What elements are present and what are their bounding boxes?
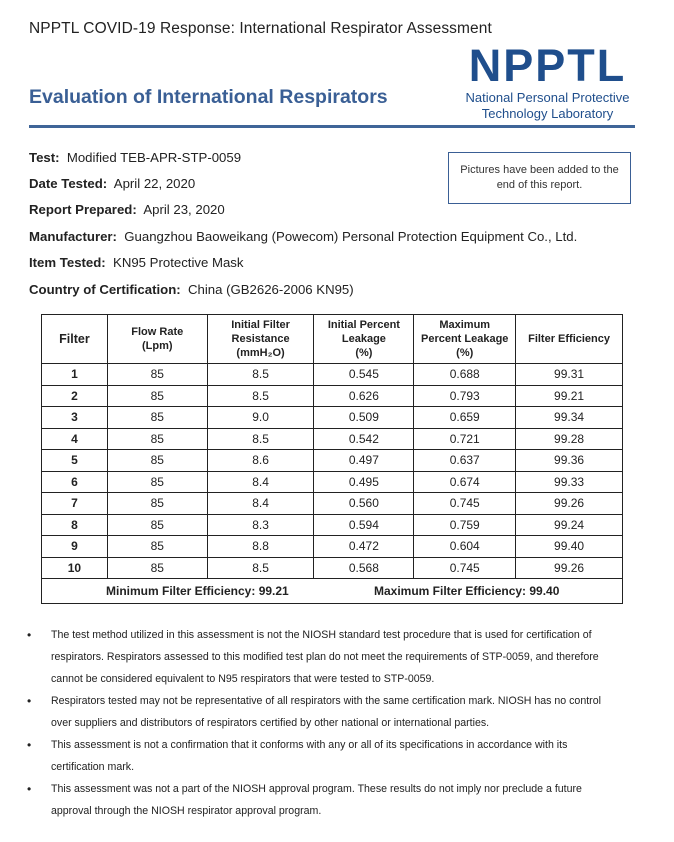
meta-item-value: KN95 Protective Mask [113, 255, 244, 270]
cell-flow-rate: 85 [107, 493, 207, 515]
logo-line-2: Technology Laboratory [481, 106, 614, 121]
table-row [42, 536, 623, 558]
col-max-leakage-l1: Maximum [439, 319, 491, 331]
max-filter-efficiency: Maximum Filter Efficiency: 99.40 [374, 584, 560, 598]
col-initial-leakage [314, 315, 414, 364]
results-table [41, 314, 623, 604]
cell-resistance: 8.6 [207, 450, 314, 472]
cell-max-leakage: 0.637 [414, 450, 516, 472]
table-row [42, 557, 623, 579]
cell-efficiency: 99.33 [516, 471, 623, 493]
cell-efficiency: 99.26 [516, 557, 623, 579]
col-resistance-l3: (mmH₂O) [236, 347, 285, 359]
disclaimer-line: over suppliers and distributors of respirators certified by other national or international parties. [51, 717, 490, 729]
bullet-icon: • [27, 694, 32, 708]
cell-max-leakage: 0.759 [414, 514, 516, 536]
col-resistance-l1: Initial Filter [231, 319, 290, 331]
meta-date-tested [29, 176, 195, 191]
pictures-note-box [448, 152, 631, 204]
col-max-leakage-l3: (%) [456, 347, 474, 359]
cell-flow-rate: 85 [107, 364, 207, 386]
table-row [42, 385, 623, 407]
program-title: NPPTL COVID-19 Response: International Respirator Assessment [29, 20, 492, 37]
cell-flow-rate: 85 [107, 514, 207, 536]
cell-filter: 1 [42, 364, 108, 386]
cell-efficiency: 99.31 [516, 364, 623, 386]
cell-filter: 2 [42, 385, 108, 407]
bullet-icon: • [27, 628, 32, 642]
cell-filter: 10 [42, 557, 108, 579]
meta-report-prepared [29, 202, 225, 217]
col-flow-rate-l2: (Lpm) [141, 340, 173, 352]
logo-mark: NPPTL [468, 40, 627, 91]
meta-manufacturer [29, 229, 577, 244]
cell-efficiency: 99.36 [516, 450, 623, 472]
col-resistance-l2: Resistance [231, 333, 290, 345]
cell-flow-rate: 85 [107, 450, 207, 472]
summary-cell [42, 579, 623, 604]
disclaimer-line: Respirators tested may not be representative of all respirators with the same certification mark. NIOSH has no control [51, 695, 601, 707]
min-filter-efficiency: Minimum Filter Efficiency: 99.21 [106, 584, 289, 598]
cell-initial-leakage: 0.497 [314, 450, 414, 472]
cell-efficiency: 99.34 [516, 407, 623, 429]
disclaimer-item [27, 778, 637, 822]
cell-initial-leakage: 0.472 [314, 536, 414, 558]
cell-max-leakage: 0.688 [414, 364, 516, 386]
col-initial-leakage-l3: (%) [355, 347, 373, 359]
report-title: Evaluation of International Respirators [29, 86, 388, 108]
disclaimer-list [27, 624, 637, 822]
cell-resistance: 8.4 [207, 471, 314, 493]
cell-filter: 7 [42, 493, 108, 515]
table-row [42, 450, 623, 472]
cell-resistance: 8.5 [207, 385, 314, 407]
cell-initial-leakage: 0.594 [314, 514, 414, 536]
table-row [42, 428, 623, 450]
disclaimer-line: respirators. Respirators assessed to this modified test plan do not meet the requirements of STP-0059, and therefore [51, 651, 599, 663]
meta-country-label: Country of Certification: [29, 282, 181, 297]
disclaimer-item [27, 734, 637, 778]
cell-max-leakage: 0.793 [414, 385, 516, 407]
meta-country [29, 282, 354, 297]
disclaimer-line: approval through the NIOSH respirator approval program. [51, 805, 322, 817]
disclaimer-line: certification mark. [51, 761, 135, 773]
logo-line-1: National Personal Protective [465, 90, 630, 105]
meta-test-label: Test: [29, 150, 60, 165]
cell-filter: 9 [42, 536, 108, 558]
cell-filter: 6 [42, 471, 108, 493]
cell-flow-rate: 85 [107, 471, 207, 493]
disclaimer-item [27, 690, 637, 734]
cell-filter: 8 [42, 514, 108, 536]
table-row [42, 364, 623, 386]
cell-initial-leakage: 0.560 [314, 493, 414, 515]
meta-country-value: China (GB2626-2006 KN95) [187, 282, 354, 297]
cell-resistance: 8.5 [207, 428, 314, 450]
disclaimer-line: The test method utilized in this assessment is not the NIOSH standard test procedure that is used for certification of [51, 629, 592, 641]
summary-row [42, 579, 623, 604]
cell-resistance: 8.5 [207, 364, 314, 386]
disclaimer-line: This assessment was not a part of the NIOSH approval program. These results do not imply nor preclude a future [51, 783, 582, 795]
cell-filter: 4 [42, 428, 108, 450]
meta-item-tested [29, 255, 244, 270]
meta-report-prepared-label: Report Prepared: [29, 202, 137, 217]
table-row [42, 407, 623, 429]
cell-initial-leakage: 0.626 [314, 385, 414, 407]
cell-max-leakage: 0.674 [414, 471, 516, 493]
col-initial-leakage-l2: Leakage [341, 333, 386, 345]
cell-resistance: 8.4 [207, 493, 314, 515]
table-header-row [42, 315, 623, 364]
col-filter: Filter [42, 315, 108, 364]
cell-flow-rate: 85 [107, 407, 207, 429]
npptl-logo [455, 42, 640, 122]
col-max-leakage-l2: Percent Leakage [420, 333, 509, 345]
cell-resistance: 9.0 [207, 407, 314, 429]
meta-manufacturer-label: Manufacturer: [29, 229, 117, 244]
meta-test [29, 150, 241, 165]
table-row [42, 471, 623, 493]
col-flow-rate-l1: Flow Rate [131, 326, 184, 338]
disclaimer-item [27, 624, 637, 690]
col-initial-leakage-l1: Initial Percent [327, 319, 400, 331]
meta-manufacturer-value: Guangzhou Baoweikang (Powecom) Personal Protection Equipment Co., Ltd. [124, 229, 578, 244]
cell-resistance: 8.3 [207, 514, 314, 536]
cell-max-leakage: 0.745 [414, 557, 516, 579]
col-resistance [207, 315, 314, 364]
cell-initial-leakage: 0.545 [314, 364, 414, 386]
cell-initial-leakage: 0.568 [314, 557, 414, 579]
meta-date-tested-label: Date Tested: [29, 176, 108, 191]
meta-test-value: Modified TEB-APR-STP-0059 [66, 150, 242, 165]
cell-resistance: 8.8 [207, 536, 314, 558]
disclaimer-line: This assessment is not a confirmation that it conforms with any or all of its specifications in accordance with its [51, 739, 568, 751]
cell-initial-leakage: 0.495 [314, 471, 414, 493]
cell-efficiency: 99.24 [516, 514, 623, 536]
cell-max-leakage: 0.604 [414, 536, 516, 558]
table-row [42, 493, 623, 515]
cell-filter: 3 [42, 407, 108, 429]
bullet-icon: • [27, 738, 32, 752]
cell-flow-rate: 85 [107, 557, 207, 579]
note-line-2: end of this report. [496, 179, 583, 191]
table-row [42, 514, 623, 536]
cell-initial-leakage: 0.509 [314, 407, 414, 429]
cell-max-leakage: 0.745 [414, 493, 516, 515]
cell-efficiency: 99.26 [516, 493, 623, 515]
col-filter-efficiency: Filter Efficiency [516, 315, 623, 364]
cell-max-leakage: 0.721 [414, 428, 516, 450]
cell-efficiency: 99.40 [516, 536, 623, 558]
cell-efficiency: 99.28 [516, 428, 623, 450]
cell-flow-rate: 85 [107, 428, 207, 450]
meta-item-label: Item Tested: [29, 255, 106, 270]
cell-filter: 5 [42, 450, 108, 472]
col-flow-rate [107, 315, 207, 364]
title-divider [29, 125, 635, 128]
meta-date-tested-value: April 22, 2020 [113, 176, 196, 191]
cell-flow-rate: 85 [107, 385, 207, 407]
cell-initial-leakage: 0.542 [314, 428, 414, 450]
note-line-1: Pictures have been added to the [460, 164, 619, 176]
cell-resistance: 8.5 [207, 557, 314, 579]
disclaimer-line: cannot be considered equivalent to N95 respirators that were tested to STP-0059. [51, 673, 435, 685]
cell-max-leakage: 0.659 [414, 407, 516, 429]
cell-flow-rate: 85 [107, 536, 207, 558]
col-max-leakage [414, 315, 516, 364]
meta-report-prepared-value: April 23, 2020 [143, 202, 225, 217]
bullet-icon: • [27, 782, 32, 796]
cell-efficiency: 99.21 [516, 385, 623, 407]
